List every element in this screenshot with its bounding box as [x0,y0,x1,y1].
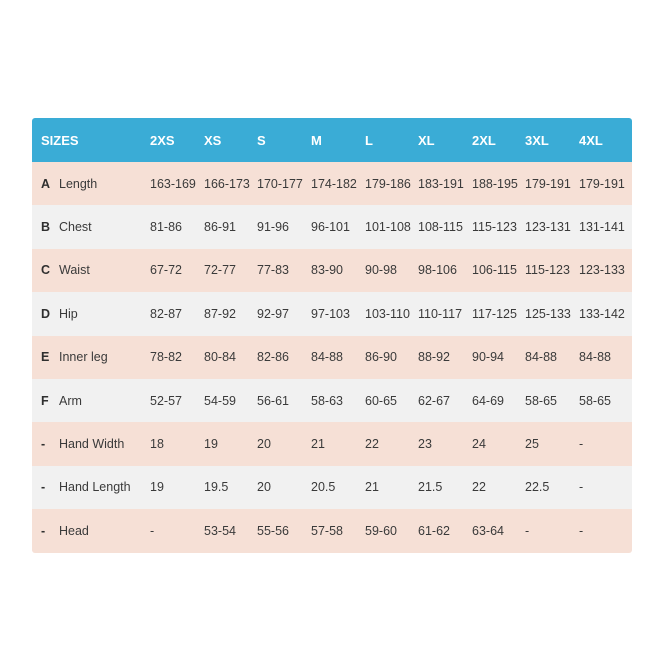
table-cell: 86-91 [204,220,236,235]
table-cell: 22.5 [525,480,550,495]
table-cell: 108-115 [418,220,463,235]
table-cell: 60-65 [365,393,397,408]
table-cell: 78-82 [150,350,182,365]
table-cell: 58-65 [579,393,611,408]
table-cell: 103-110 [365,306,410,321]
table-cell: 80-84 [204,350,236,365]
row-letter: - [41,523,46,538]
table-row [32,205,632,248]
table-cell: 106-115 [472,263,517,278]
size-header-s: S [257,132,266,148]
table-cell: 19 [204,437,218,452]
table-cell: - [579,523,584,538]
table-cell: 58-65 [525,393,557,408]
table-cell: 97-103 [311,306,350,321]
row-name: Inner leg [59,350,108,365]
size-chart-table [32,118,632,553]
table-row [32,162,632,205]
row-letter: F [41,393,49,408]
table-cell: - [150,523,155,538]
table-cell: 101-108 [365,220,411,235]
row-name: Hand Width [59,437,125,452]
table-cell: 96-101 [311,220,350,235]
table-cell: 163-169 [150,176,196,191]
row-letter: B [41,220,51,235]
table-cell: 19 [150,480,164,495]
table-cell: 174-182 [311,176,357,191]
table-cell: - [579,480,584,495]
row-name: Hip [59,306,78,321]
size-header-2xs: 2XS [150,132,175,148]
table-cell: 72-77 [204,263,236,278]
row-letter: C [41,263,51,278]
table-cell: 110-117 [418,306,463,321]
row-letter: D [41,306,51,321]
table-cell: 179-191 [579,176,625,191]
table-cell: 86-90 [365,350,397,365]
row-letter: A [41,176,51,191]
table-cell: 22 [365,437,379,452]
table-cell: 58-63 [311,393,343,408]
size-header-4xl: 4XL [579,132,603,148]
size-header-2xl: 2XL [472,132,496,148]
row-label [41,379,82,422]
row-name: Waist [59,263,90,278]
table-cell: 115-123 [525,263,570,278]
sizes-header-label: SIZES [41,132,79,148]
table-row [32,466,632,509]
row-name: Chest [59,220,92,235]
table-cell: 55-56 [257,523,289,538]
table-cell: 123-133 [579,263,625,278]
table-cell: 81-86 [150,220,182,235]
table-row [32,422,632,465]
table-cell: 88-92 [418,350,450,365]
table-cell: 179-191 [525,176,571,191]
table-row [32,336,632,379]
row-label [41,205,92,248]
table-row [32,292,632,335]
table-cell: 90-98 [365,263,397,278]
table-cell: 20 [257,480,271,495]
table-cell: 82-87 [150,306,182,321]
table-cell: 64-69 [472,393,504,408]
table-cell: 117-125 [472,306,517,321]
table-row [32,379,632,422]
row-label [41,422,124,465]
table-header-row [32,118,632,162]
table-cell: 23 [418,437,432,452]
table-cell: 67-72 [150,263,182,278]
table-cell: 123-131 [525,220,571,235]
table-cell: 133-142 [579,306,625,321]
table-cell: 62-67 [418,393,450,408]
table-cell: 54-59 [204,393,236,408]
table-cell: 18 [150,437,164,452]
table-cell: 77-83 [257,263,289,278]
table-cell: 52-57 [150,393,182,408]
table-cell: 115-123 [472,220,517,235]
row-letter: - [41,480,46,495]
row-label [41,292,78,335]
table-cell: 92-97 [257,306,289,321]
table-cell: 59-60 [365,523,397,538]
table-cell: 57-58 [311,523,343,538]
table-cell: 91-96 [257,220,289,235]
table-cell: 21.5 [418,480,443,495]
row-name: Head [59,523,89,538]
table-cell: 179-186 [365,176,411,191]
table-cell: 22 [472,480,486,495]
table-cell: 131-141 [579,220,625,235]
table-cell: 19.5 [204,480,229,495]
table-cell: 84-88 [525,350,557,365]
table-cell: 125-133 [525,306,571,321]
table-cell: 25 [525,437,539,452]
size-header-xl: XL [418,132,435,148]
table-cell: 84-88 [579,350,611,365]
table-cell: 20 [257,437,271,452]
table-cell: 166-173 [204,176,250,191]
row-name: Arm [59,393,82,408]
row-name: Hand Length [59,480,131,495]
size-header-3xl: 3XL [525,132,549,148]
row-label [41,336,108,379]
row-label [41,509,89,552]
table-row [32,249,632,292]
table-cell: 83-90 [311,263,343,278]
table-cell: 56-61 [257,393,289,408]
size-header-xs: XS [204,132,222,148]
size-header-m: M [311,132,322,148]
table-cell: - [579,437,584,452]
table-cell: 53-54 [204,523,236,538]
table-cell: 82-86 [257,350,289,365]
row-label [41,249,90,292]
table-cell: 90-94 [472,350,504,365]
table-cell: 98-106 [418,263,457,278]
table-cell: 63-64 [472,523,504,538]
row-name: Length [59,176,98,191]
table-cell: 188-195 [472,176,518,191]
table-cell: 61-62 [418,523,450,538]
table-cell: 87-92 [204,306,236,321]
row-letter: - [41,437,46,452]
table-cell: 20.5 [311,480,336,495]
row-label [41,162,97,205]
table-cell: 183-191 [418,176,464,191]
table-cell: 170-177 [257,176,303,191]
table-cell: 21 [365,480,379,495]
table-cell: 24 [472,437,486,452]
table-cell: 21 [311,437,325,452]
row-label [41,466,131,509]
row-letter: E [41,350,50,365]
table-row [32,509,632,552]
table-cell: 84-88 [311,350,343,365]
size-header-l: L [365,132,373,148]
table-cell: - [525,523,530,538]
